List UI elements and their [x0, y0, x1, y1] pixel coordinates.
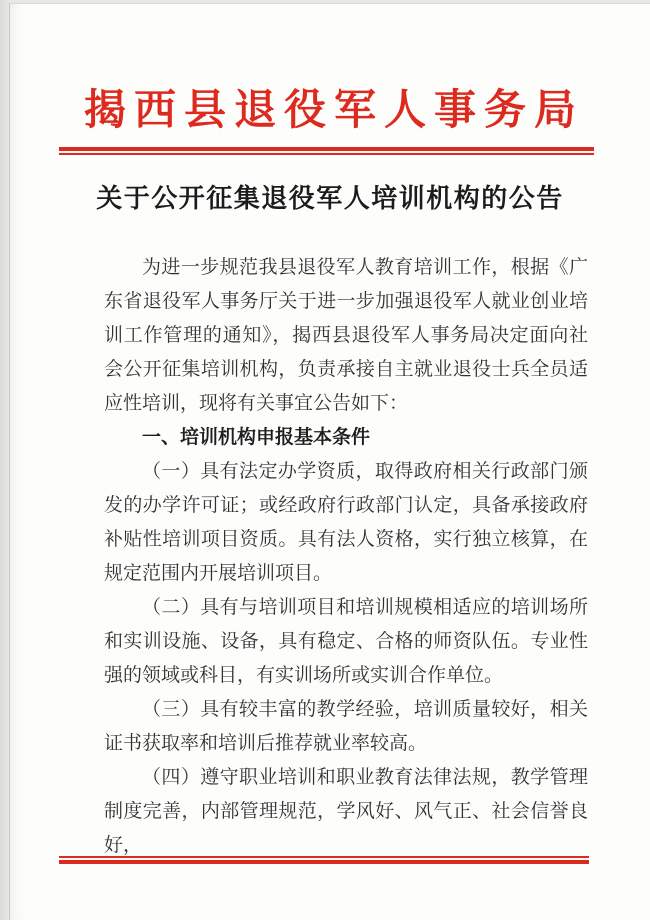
document-page [9, 3, 650, 920]
document-title: 关于公开征集退役军人培训机构的公告 [96, 183, 564, 213]
header-double-rule [59, 147, 594, 155]
letterhead-title: 揭西县退役军人事务局 [83, 88, 584, 134]
footer-rule-thick-line [59, 860, 589, 864]
footer-double-rule [59, 856, 589, 864]
section-heading-conditions: 一、培训机构申报基本条件 [142, 427, 371, 448]
body-paragraph-item-3: （三）具有较丰富的教学经验，培训质量较好，相关证书获取率和培训后推荐就业率较高。 [104, 699, 588, 754]
body-paragraph-item-4: （四）遵守职业培训和职业教育法律法规，教学管理制度完善，内部管理规范，学风好、风气正、社会信誉良好， [104, 767, 588, 856]
body-paragraph-intro: 为进一步规范我县退役军人教育培训工作，根据《广东省退役军人事务厅关于进一步加强退役军人就业创业培训工作管理的通知》，揭西县退役军人事务局决定面向社会公开征集培训机构，负责承接自主就业退役士兵全员适应性培训，现将有关事宜公告如下： [104, 257, 588, 414]
header-rule-thin-line [59, 153, 594, 155]
body-paragraph-item-2: （二）具有与培训项目和培训规模相适应的培训场所和实训设施、设备，具有稳定、合格的师资队伍。专业性强的领域或科目，有实训场所或实训合作单位。 [104, 597, 588, 686]
body-paragraph-item-1: （一）具有法定办学资质，取得政府相关行政部门颁发的办学许可证；或经政府行政部门认定，具备承接政府补贴性培训项目资质。具有法人资格，实行独立核算，在规定范围内开展培训项目。 [104, 461, 588, 584]
document-body [104, 251, 588, 863]
